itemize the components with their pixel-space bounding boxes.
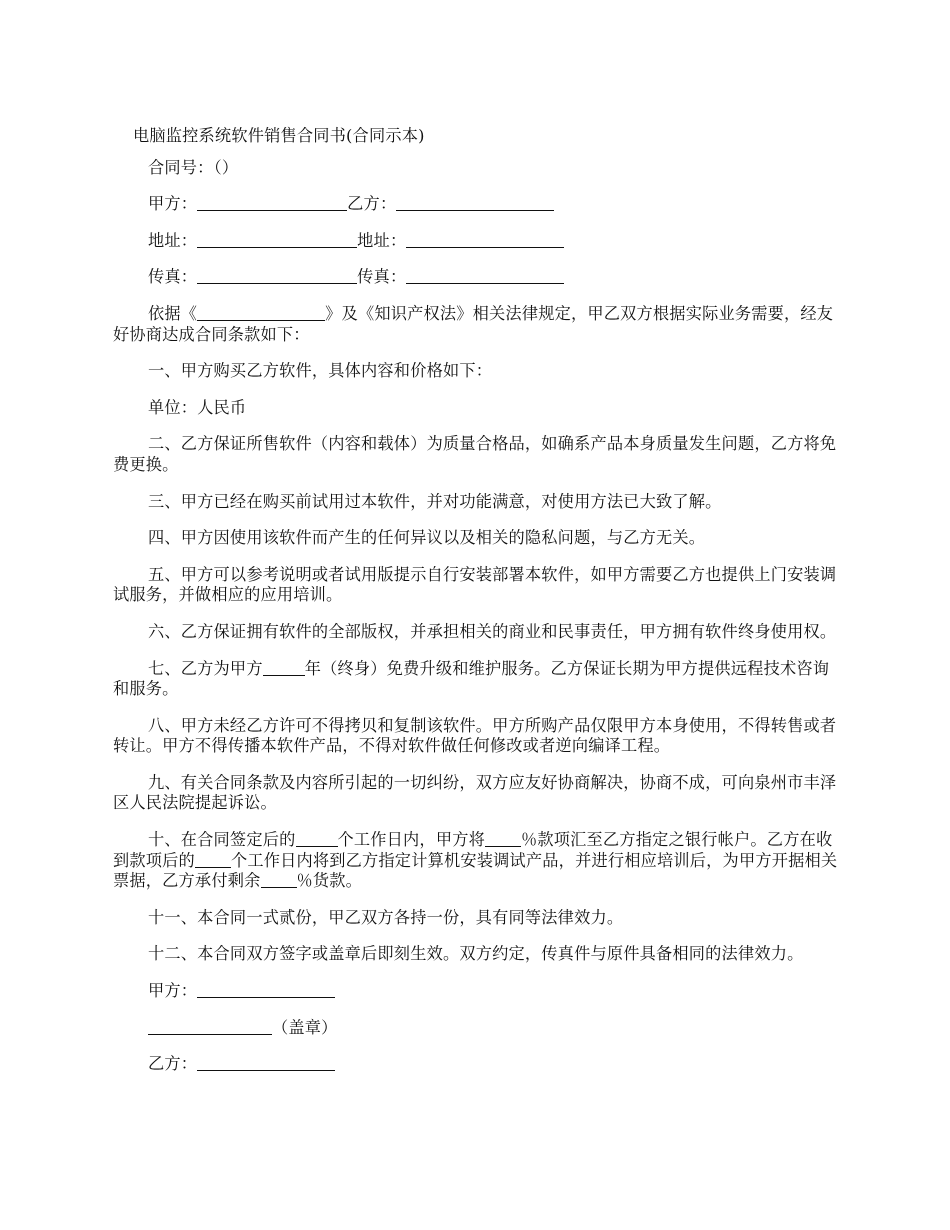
fax-line bbox=[113, 267, 838, 288]
signing-days-blank bbox=[296, 830, 338, 847]
fax-a-label: 传真： bbox=[148, 267, 198, 287]
document-title: 电脑监控系统软件销售合同书(合同示本) bbox=[133, 126, 425, 145]
clause-7-prefix: 七、乙方为甲方 bbox=[148, 658, 263, 678]
clause-3: 三、甲方已经在购买前试用过本软件，并对功能满意，对使用方法已大致了解。 bbox=[148, 491, 722, 511]
law-name-blank bbox=[197, 304, 325, 321]
party-b-label: 乙方： bbox=[347, 194, 397, 214]
clause-2: 二、乙方保证所售软件（内容和载体）为质量合格品，如确系产品本身质量发生问题，乙方将免费更换。 bbox=[113, 434, 837, 474]
clause-5: 五、甲方可以参考说明或者试用版提示自行安装部署本软件，如甲方需要乙方也提供上门安装调试服务，并做相应的应用培训。 bbox=[113, 564, 837, 605]
address-a-label: 地址： bbox=[148, 230, 198, 250]
contract-body bbox=[113, 126, 838, 1091]
basis-suffix: 》及《知识产权法》相关法律规定，甲乙双方根据实际业务需要，经友好协商达成合同条款如下： bbox=[113, 303, 834, 344]
contract-basis bbox=[113, 304, 838, 345]
clause-10-part-d: 个工作日内将到乙方指定计算机安装调试产品，并进行相应培训后，为甲方开据相关票据，乙方承付剩余 bbox=[113, 850, 838, 891]
fax-a-blank bbox=[197, 267, 357, 284]
signature-party-a bbox=[113, 981, 838, 1002]
party-a-blank bbox=[197, 194, 347, 211]
signature-party-b-label: 乙方： bbox=[148, 1054, 198, 1074]
payment-percent-blank bbox=[485, 830, 521, 847]
clause-10-part-a: 十、在合同签定后的 bbox=[148, 830, 296, 850]
signature-party-a-blank bbox=[197, 981, 335, 998]
clause-1: 一、甲方购买乙方软件，具体内容和价格如下： bbox=[148, 361, 493, 381]
contract-number: 合同号：（） bbox=[148, 157, 239, 177]
clause-9: 九、有关合同条款及内容所引起的一切纠纷，双方应友好协商解决，协商不成，可向泉州市丰泽区人民法院提起诉讼。 bbox=[113, 772, 837, 813]
clause-7 bbox=[113, 659, 838, 700]
signature-party-b-blank bbox=[197, 1054, 335, 1071]
fax-b-blank bbox=[406, 267, 564, 284]
seal-line bbox=[113, 1018, 838, 1039]
clause-10-part-c: ％款项汇至乙方指定之银行帐户。乙方在收到款项后的 bbox=[113, 830, 833, 870]
address-a-blank bbox=[197, 231, 357, 248]
clause-7-suffix: 年（终身）免费升级和维护服务。乙方保证长期为甲方提供远程技术咨询和服务。 bbox=[113, 658, 830, 699]
address-b-blank bbox=[406, 231, 564, 248]
currency-unit: 单位：人民币 bbox=[148, 397, 247, 417]
basis-prefix: 依据《 bbox=[148, 303, 198, 323]
clause-10-part-b: 个工作日内，甲方将 bbox=[337, 830, 485, 850]
clause-11: 十一、本合同一式贰份，甲乙双方各持一份，具有同等法律效力。 bbox=[148, 907, 624, 927]
address-b-label: 地址： bbox=[357, 230, 407, 250]
signature-party-a-label: 甲方： bbox=[148, 981, 198, 1001]
clause-6: 六、乙方保证拥有软件的全部版权，并承担相关的商业和民事责任，甲方拥有软件终身使用权。 bbox=[148, 621, 837, 641]
remaining-percent-blank bbox=[261, 871, 297, 888]
address-line bbox=[113, 231, 838, 252]
install-days-blank bbox=[195, 851, 231, 868]
service-years-blank bbox=[263, 659, 305, 676]
clause-10-part-e: ％货款。 bbox=[296, 871, 363, 891]
seal-label: （盖章） bbox=[272, 1017, 338, 1037]
party-b-blank bbox=[396, 194, 554, 211]
party-line bbox=[113, 194, 838, 215]
signature-party-b bbox=[113, 1054, 838, 1075]
party-a-label: 甲方： bbox=[148, 194, 198, 214]
seal-blank bbox=[148, 1018, 272, 1035]
fax-b-label: 传真： bbox=[357, 267, 407, 287]
clause-8: 八、甲方未经乙方许可不得拷贝和复制该软件。甲方所购产品仅限甲方本身使用，不得转售或者转让。甲方不得传播本软件产品，不得对软件做任何修改或者逆向编译工程。 bbox=[113, 715, 837, 756]
clause-10 bbox=[113, 830, 838, 892]
clause-12: 十二、本合同双方签字或盖章后即刻生效。双方约定，传真件与原件具备相同的法律效力。 bbox=[148, 944, 804, 964]
clause-4: 四、甲方因使用该软件而产生的任何异议以及相关的隐私问题，与乙方无关。 bbox=[148, 528, 706, 548]
